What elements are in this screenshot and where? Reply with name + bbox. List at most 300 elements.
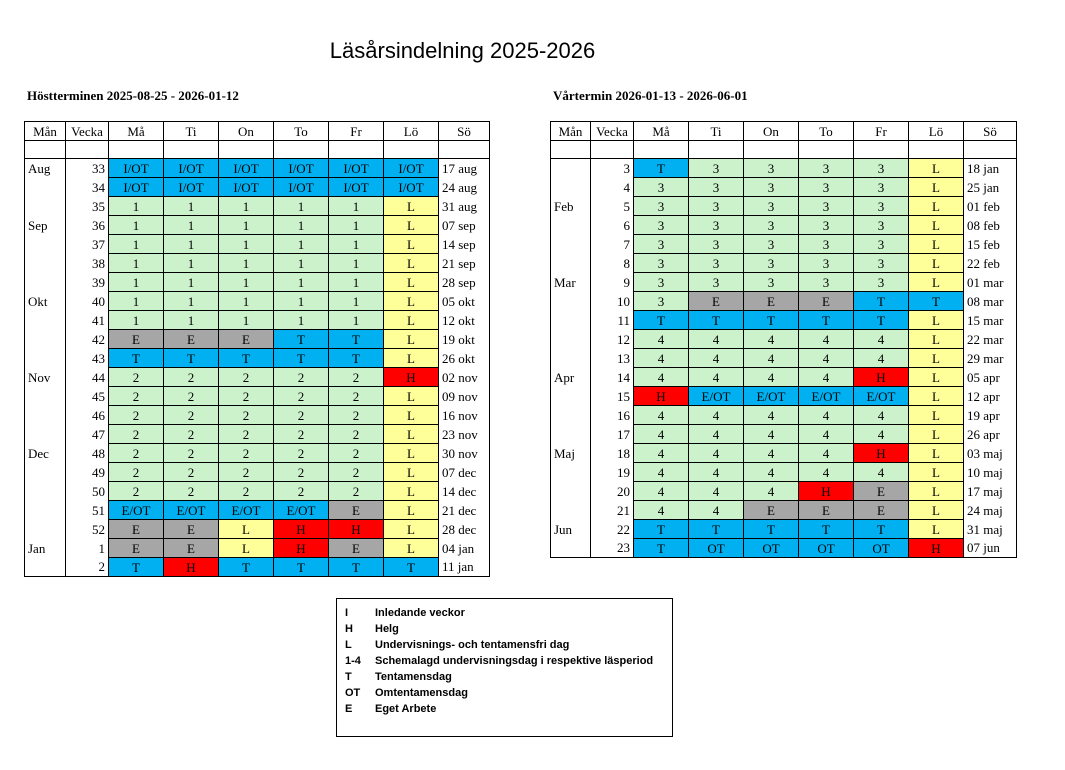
day-cell: OT	[744, 539, 799, 558]
sunday-date-cell: 17 maj	[964, 482, 1017, 501]
day-cell: E	[164, 539, 219, 558]
day-cell: 1	[329, 273, 384, 292]
day-cell: T	[744, 520, 799, 539]
week-row	[551, 254, 1017, 273]
spacer-cell	[551, 141, 591, 159]
week-row	[25, 406, 490, 425]
day-cell: 4	[689, 425, 744, 444]
day-cell: 3	[799, 178, 854, 197]
day-cell: 2	[274, 425, 329, 444]
month-cell	[25, 235, 66, 254]
day-cell: 1	[164, 216, 219, 235]
day-cell: 2	[164, 463, 219, 482]
sunday-date-cell: 14 dec	[439, 482, 490, 501]
day-cell: 4	[634, 330, 689, 349]
spring-calendar-table	[550, 121, 1017, 558]
week-row	[25, 273, 490, 292]
day-cell: L	[909, 330, 964, 349]
day-cell: 2	[164, 368, 219, 387]
month-cell	[25, 482, 66, 501]
week-number-cell: 48	[66, 444, 109, 463]
week-row	[551, 330, 1017, 349]
day-cell: E	[744, 292, 799, 311]
month-cell	[25, 425, 66, 444]
week-number-cell: 41	[66, 311, 109, 330]
day-cell: 4	[799, 425, 854, 444]
day-cell: 4	[854, 349, 909, 368]
legend-description: Eget Arbete	[375, 703, 437, 715]
month-cell	[551, 501, 591, 520]
day-cell: 4	[744, 330, 799, 349]
week-row	[551, 406, 1017, 425]
day-cell: 2	[274, 444, 329, 463]
sunday-date-cell: 08 feb	[964, 216, 1017, 235]
day-cell: E	[799, 292, 854, 311]
day-cell: L	[384, 349, 439, 368]
month-cell: Maj	[551, 444, 591, 463]
day-cell: 4	[799, 368, 854, 387]
spacer-cell	[329, 141, 384, 159]
month-cell: Apr	[551, 368, 591, 387]
day-cell: 4	[634, 482, 689, 501]
day-cell: 1	[329, 216, 384, 235]
sunday-date-cell: 01 mar	[964, 273, 1017, 292]
day-cell: 1	[329, 235, 384, 254]
day-cell: L	[384, 235, 439, 254]
day-cell: 2	[219, 444, 274, 463]
day-cell: T	[854, 311, 909, 330]
month-cell	[551, 159, 591, 178]
day-cell: 3	[634, 235, 689, 254]
week-row	[551, 387, 1017, 406]
day-cell: 2	[329, 368, 384, 387]
day-cell: 4	[799, 406, 854, 425]
day-cell: L	[909, 349, 964, 368]
day-cell: 1	[109, 216, 164, 235]
week-row	[25, 387, 490, 406]
day-cell: 2	[109, 463, 164, 482]
legend-item	[337, 701, 672, 717]
day-cell: L	[909, 254, 964, 273]
column-header: To	[799, 122, 854, 141]
month-cell	[25, 197, 66, 216]
sunday-date-cell: 10 maj	[964, 463, 1017, 482]
day-cell: T	[329, 330, 384, 349]
month-cell	[25, 387, 66, 406]
week-number-cell: 14	[591, 368, 634, 387]
day-cell: 1	[274, 235, 329, 254]
day-cell: 1	[219, 235, 274, 254]
day-cell: 2	[329, 406, 384, 425]
sunday-date-cell: 25 jan	[964, 178, 1017, 197]
day-cell: 3	[634, 254, 689, 273]
column-header: Sö	[439, 122, 490, 141]
day-cell: 1	[274, 216, 329, 235]
day-cell: H	[909, 539, 964, 558]
day-cell: L	[384, 311, 439, 330]
week-number-cell: 15	[591, 387, 634, 406]
day-cell: L	[384, 520, 439, 539]
legend-item	[337, 653, 672, 669]
day-cell: T	[219, 558, 274, 577]
month-cell: Nov	[25, 368, 66, 387]
month-cell	[551, 254, 591, 273]
autumn-term-label: Höstterminen 2025-08-25 - 2026-01-12	[27, 88, 239, 103]
day-cell: 4	[689, 463, 744, 482]
column-header: On	[744, 122, 799, 141]
day-cell: T	[689, 520, 744, 539]
day-cell: I/OT	[274, 178, 329, 197]
day-cell: 1	[109, 292, 164, 311]
day-cell: E	[164, 520, 219, 539]
week-number-cell: 1	[66, 539, 109, 558]
day-cell: L	[384, 406, 439, 425]
day-cell: E/OT	[689, 387, 744, 406]
day-cell: T	[909, 292, 964, 311]
day-cell: 2	[329, 387, 384, 406]
week-number-cell: 35	[66, 197, 109, 216]
day-cell: 4	[634, 368, 689, 387]
week-number-cell: 51	[66, 501, 109, 520]
day-cell: H	[274, 520, 329, 539]
sunday-date-cell: 05 apr	[964, 368, 1017, 387]
day-cell: OT	[854, 539, 909, 558]
sunday-date-cell: 19 apr	[964, 406, 1017, 425]
day-cell: OT	[799, 539, 854, 558]
day-cell: E	[854, 501, 909, 520]
week-row	[25, 539, 490, 558]
month-cell	[551, 349, 591, 368]
day-cell: L	[909, 387, 964, 406]
day-cell: 2	[274, 368, 329, 387]
month-cell	[551, 539, 591, 558]
week-row	[25, 330, 490, 349]
day-cell: 2	[219, 482, 274, 501]
day-cell: E/OT	[219, 501, 274, 520]
week-row	[25, 501, 490, 520]
column-header: Må	[634, 122, 689, 141]
day-cell: L	[384, 444, 439, 463]
day-cell: 2	[219, 406, 274, 425]
sunday-date-cell: 18 jan	[964, 159, 1017, 178]
day-cell: L	[909, 216, 964, 235]
day-cell: L	[909, 425, 964, 444]
week-row	[25, 178, 490, 197]
week-row	[551, 197, 1017, 216]
legend-description: Undervisnings- och tentamensfri dag	[375, 639, 570, 651]
day-cell: 1	[164, 197, 219, 216]
week-number-cell: 17	[591, 425, 634, 444]
week-row	[25, 159, 490, 178]
day-cell: 2	[329, 444, 384, 463]
day-cell: 3	[689, 216, 744, 235]
day-cell: T	[384, 558, 439, 577]
spacer-cell	[964, 141, 1017, 159]
sunday-date-cell: 24 maj	[964, 501, 1017, 520]
day-cell: H	[854, 368, 909, 387]
spacer-cell	[274, 141, 329, 159]
day-cell: 1	[329, 197, 384, 216]
sunday-date-cell: 21 sep	[439, 254, 490, 273]
header-row	[551, 122, 1017, 141]
month-cell	[25, 311, 66, 330]
week-row	[551, 159, 1017, 178]
day-cell: L	[909, 501, 964, 520]
sunday-date-cell: 15 mar	[964, 311, 1017, 330]
month-cell	[25, 349, 66, 368]
day-cell: 4	[744, 406, 799, 425]
month-cell	[551, 463, 591, 482]
day-cell: T	[689, 311, 744, 330]
day-cell: 4	[744, 482, 799, 501]
day-cell: 2	[219, 463, 274, 482]
day-cell: 1	[219, 197, 274, 216]
day-cell: T	[219, 349, 274, 368]
column-header: Mån	[25, 122, 66, 141]
day-cell: 3	[744, 216, 799, 235]
day-cell: L	[384, 387, 439, 406]
legend-item	[337, 637, 672, 653]
day-cell: L	[384, 273, 439, 292]
day-cell: L	[909, 235, 964, 254]
spacer-cell	[66, 141, 109, 159]
week-number-cell: 21	[591, 501, 634, 520]
week-number-cell: 19	[591, 463, 634, 482]
sunday-date-cell: 09 nov	[439, 387, 490, 406]
legend-description: Tentamensdag	[375, 671, 452, 683]
sunday-date-cell: 28 dec	[439, 520, 490, 539]
sunday-date-cell: 08 mar	[964, 292, 1017, 311]
day-cell: 1	[274, 273, 329, 292]
sunday-date-cell: 01 feb	[964, 197, 1017, 216]
sunday-date-cell: 29 mar	[964, 349, 1017, 368]
day-cell: 4	[634, 501, 689, 520]
day-cell: L	[909, 159, 964, 178]
day-cell: 1	[109, 235, 164, 254]
sunday-date-cell: 02 nov	[439, 368, 490, 387]
spacer-cell	[164, 141, 219, 159]
day-cell: 3	[854, 235, 909, 254]
day-cell: 4	[689, 349, 744, 368]
day-cell: 3	[634, 273, 689, 292]
column-header: Må	[109, 122, 164, 141]
sunday-date-cell: 12 okt	[439, 311, 490, 330]
day-cell: 2	[109, 425, 164, 444]
week-row	[25, 292, 490, 311]
legend-key: L	[345, 639, 352, 651]
week-number-cell: 42	[66, 330, 109, 349]
day-cell: 2	[109, 368, 164, 387]
month-cell	[551, 482, 591, 501]
day-cell: L	[384, 463, 439, 482]
week-number-cell: 3	[591, 159, 634, 178]
month-cell: Aug	[25, 159, 66, 178]
week-number-cell: 5	[591, 197, 634, 216]
week-number-cell: 22	[591, 520, 634, 539]
day-cell: I/OT	[219, 178, 274, 197]
week-row	[551, 178, 1017, 197]
day-cell: 1	[274, 311, 329, 330]
week-number-cell: 34	[66, 178, 109, 197]
day-cell: 1	[164, 235, 219, 254]
day-cell: T	[634, 311, 689, 330]
week-row	[551, 311, 1017, 330]
day-cell: H	[274, 539, 329, 558]
day-cell: L	[384, 539, 439, 558]
day-cell: L	[909, 406, 964, 425]
day-cell: 3	[799, 254, 854, 273]
day-cell: E	[109, 520, 164, 539]
week-number-cell: 46	[66, 406, 109, 425]
day-cell: I/OT	[384, 159, 439, 178]
spacer-cell	[689, 141, 744, 159]
day-cell: 3	[799, 197, 854, 216]
day-cell: T	[854, 292, 909, 311]
day-cell: 2	[164, 425, 219, 444]
day-cell: 3	[744, 254, 799, 273]
week-row	[551, 273, 1017, 292]
legend-box	[336, 598, 673, 737]
day-cell: 2	[219, 387, 274, 406]
legend-item	[337, 685, 672, 701]
week-row	[25, 216, 490, 235]
legend-item	[337, 669, 672, 685]
day-cell: T	[799, 311, 854, 330]
day-cell: 4	[634, 425, 689, 444]
week-row	[25, 425, 490, 444]
week-number-cell: 16	[591, 406, 634, 425]
day-cell: 3	[634, 197, 689, 216]
day-cell: L	[909, 178, 964, 197]
page-title: Läsårsindelning 2025-2026	[329, 38, 596, 63]
day-cell: T	[164, 349, 219, 368]
day-cell: 4	[854, 463, 909, 482]
week-number-cell: 49	[66, 463, 109, 482]
week-row	[551, 482, 1017, 501]
day-cell: 1	[164, 273, 219, 292]
spacer-cell	[384, 141, 439, 159]
week-number-cell: 18	[591, 444, 634, 463]
sunday-date-cell: 22 feb	[964, 254, 1017, 273]
day-cell: 1	[219, 216, 274, 235]
week-number-cell: 6	[591, 216, 634, 235]
legend-description: Inledande veckor	[375, 607, 465, 619]
week-row	[551, 235, 1017, 254]
day-cell: 1	[109, 197, 164, 216]
day-cell: L	[384, 425, 439, 444]
day-cell: 1	[274, 292, 329, 311]
day-cell: 3	[744, 197, 799, 216]
day-cell: I/OT	[274, 159, 329, 178]
day-cell: 2	[219, 425, 274, 444]
day-cell: T	[274, 330, 329, 349]
day-cell: E/OT	[744, 387, 799, 406]
month-cell: Sep	[25, 216, 66, 235]
week-number-cell: 47	[66, 425, 109, 444]
day-cell: L	[219, 539, 274, 558]
day-cell: I/OT	[164, 178, 219, 197]
week-number-cell: 11	[591, 311, 634, 330]
day-cell: E	[744, 501, 799, 520]
week-number-cell: 13	[591, 349, 634, 368]
sunday-date-cell: 04 jan	[439, 539, 490, 558]
week-row	[551, 463, 1017, 482]
day-cell: H	[164, 558, 219, 577]
day-cell: 1	[329, 254, 384, 273]
day-cell: T	[329, 349, 384, 368]
week-row	[551, 539, 1017, 558]
month-cell	[551, 235, 591, 254]
day-cell: I/OT	[384, 178, 439, 197]
month-cell	[551, 216, 591, 235]
day-cell: E	[689, 292, 744, 311]
month-cell	[551, 178, 591, 197]
month-cell	[551, 425, 591, 444]
week-row	[551, 444, 1017, 463]
spacer-cell	[591, 141, 634, 159]
week-row	[25, 311, 490, 330]
day-cell: 3	[854, 197, 909, 216]
day-cell: 1	[109, 273, 164, 292]
day-cell: T	[634, 539, 689, 558]
day-cell: L	[219, 520, 274, 539]
day-cell: T	[329, 558, 384, 577]
day-cell: 3	[634, 292, 689, 311]
day-cell: L	[384, 292, 439, 311]
day-cell: OT	[689, 539, 744, 558]
day-cell: L	[909, 273, 964, 292]
sunday-date-cell: 17 aug	[439, 159, 490, 178]
day-cell: 3	[744, 178, 799, 197]
day-cell: 4	[689, 406, 744, 425]
day-cell: 2	[329, 482, 384, 501]
week-row	[25, 235, 490, 254]
week-number-cell: 44	[66, 368, 109, 387]
spacer-cell	[439, 141, 490, 159]
month-cell	[25, 273, 66, 292]
legend-key: T	[345, 671, 352, 683]
day-cell: 2	[274, 387, 329, 406]
day-cell: L	[909, 311, 964, 330]
week-number-cell: 20	[591, 482, 634, 501]
sunday-date-cell: 30 nov	[439, 444, 490, 463]
day-cell: 4	[799, 330, 854, 349]
day-cell: 2	[109, 387, 164, 406]
week-number-cell: 50	[66, 482, 109, 501]
sunday-date-cell: 21 dec	[439, 501, 490, 520]
spacer-cell	[219, 141, 274, 159]
day-cell: 3	[854, 159, 909, 178]
day-cell: L	[384, 482, 439, 501]
day-cell: E/OT	[109, 501, 164, 520]
day-cell: 1	[109, 311, 164, 330]
day-cell: E	[109, 539, 164, 558]
spacer-cell	[744, 141, 799, 159]
day-cell: 4	[689, 444, 744, 463]
month-cell	[25, 558, 66, 577]
sunday-date-cell: 11 jan	[439, 558, 490, 577]
legend-item	[337, 605, 672, 621]
week-row	[551, 520, 1017, 539]
week-number-cell: 40	[66, 292, 109, 311]
header-row	[25, 122, 490, 141]
week-row	[25, 349, 490, 368]
day-cell: 3	[689, 159, 744, 178]
legend-description: Schemalagd undervisningsdag i respektive läsperiod	[375, 655, 654, 667]
day-cell: 3	[689, 235, 744, 254]
day-cell: 2	[109, 444, 164, 463]
month-cell: Okt	[25, 292, 66, 311]
